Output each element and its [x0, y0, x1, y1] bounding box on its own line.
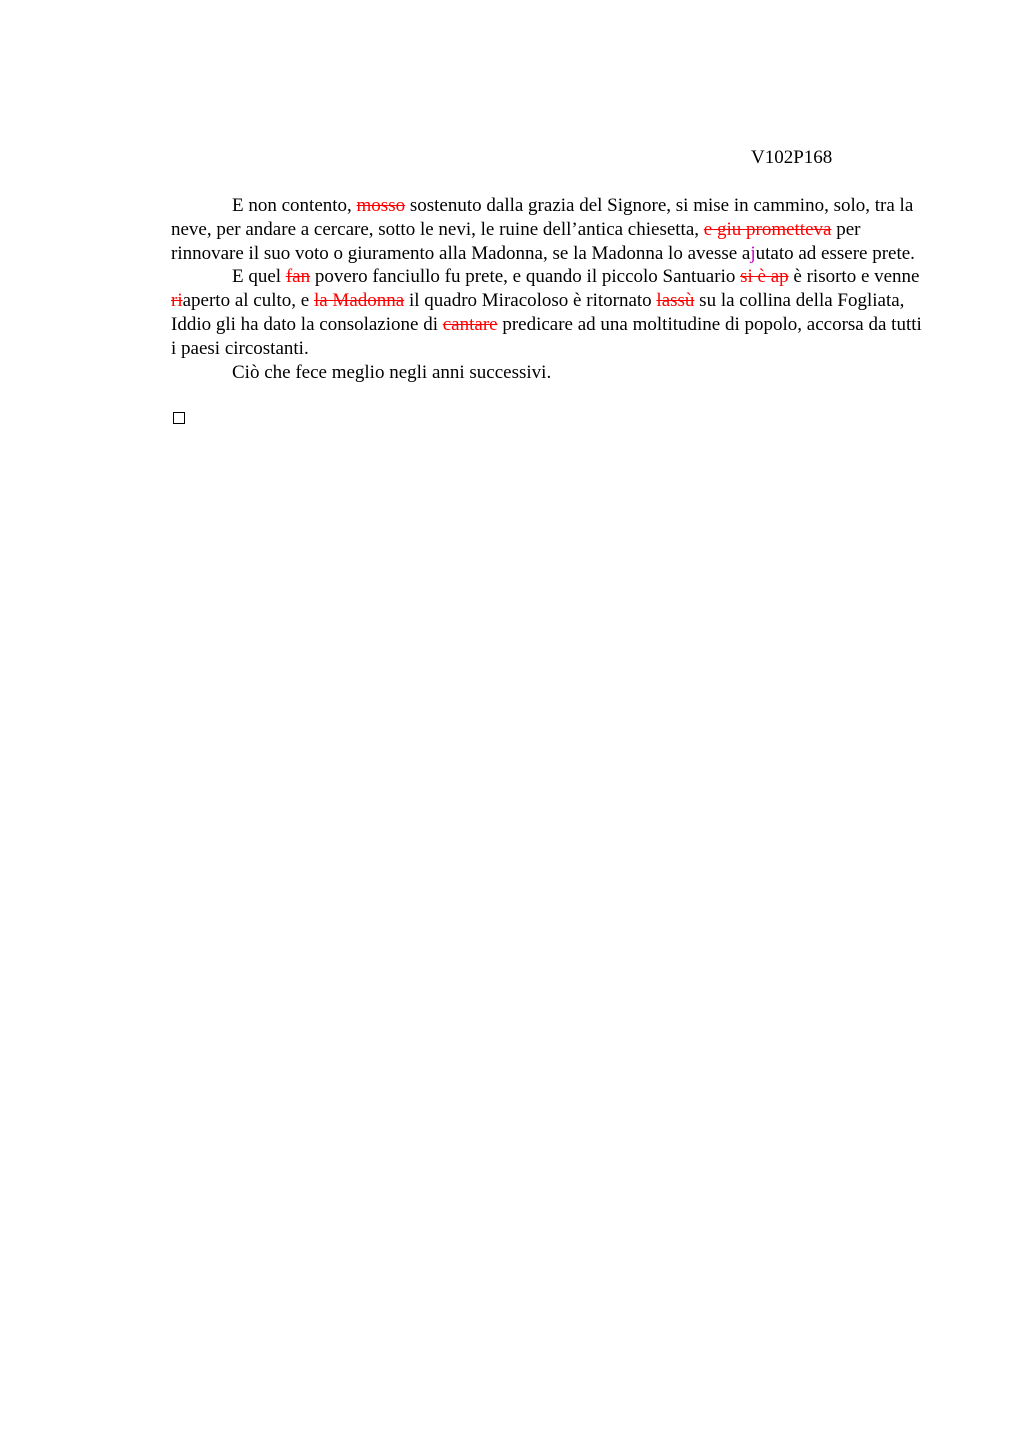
text-segment: utato ad essere prete. — [755, 242, 915, 264]
paragraph — [171, 361, 929, 385]
text-segment: è risorto e venne — [788, 266, 920, 288]
deleted-text: lassù — [656, 290, 695, 312]
text-segment: su la collina della Fogliata, Iddio gli ha dato la consolazione di — [171, 290, 905, 335]
deleted-text: ri — [171, 290, 183, 312]
deleted-text: fan — [285, 266, 311, 288]
deleted-text: si è ap — [740, 266, 789, 288]
deleted-text: la Madonna — [313, 290, 405, 312]
page-code: V102P168 — [751, 147, 833, 168]
text-segment: predicare ad una moltitudine di popolo, accorsa da tutti i paesi circostanti. — [171, 313, 922, 359]
text-segment: E non contento, — [232, 195, 357, 216]
deleted-text: e giu prometteva — [703, 218, 832, 240]
inserted-text: j — [750, 242, 756, 264]
text-segment: aperto al culto, e — [182, 290, 314, 312]
text-segment: E quel — [232, 266, 286, 288]
paragraph — [171, 265, 929, 360]
text-segment: Ciò che fece meglio negli anni successivi. — [232, 361, 552, 383]
document-body — [171, 194, 929, 384]
text-segment: per rinnovare il suo voto o giuramento alla Madonna, se la Madonna lo avesse a — [171, 218, 861, 264]
text-segment: sostenuto dalla grazia del Signore, si mise in cammino, solo, tra la neve, per andare a cercare, sotto le nevi, le ruine dell’antica chiesetta, — [171, 195, 914, 240]
text-segment: il quadro Miracoloso è ritornato — [404, 290, 657, 312]
text-segment: povero fanciullo fu prete, e quando il piccolo Santuario — [310, 266, 741, 288]
deleted-text: mosso — [356, 195, 406, 216]
empty-square-icon — [173, 412, 185, 424]
deleted-text: cantare — [442, 313, 498, 335]
paragraph — [171, 194, 929, 265]
